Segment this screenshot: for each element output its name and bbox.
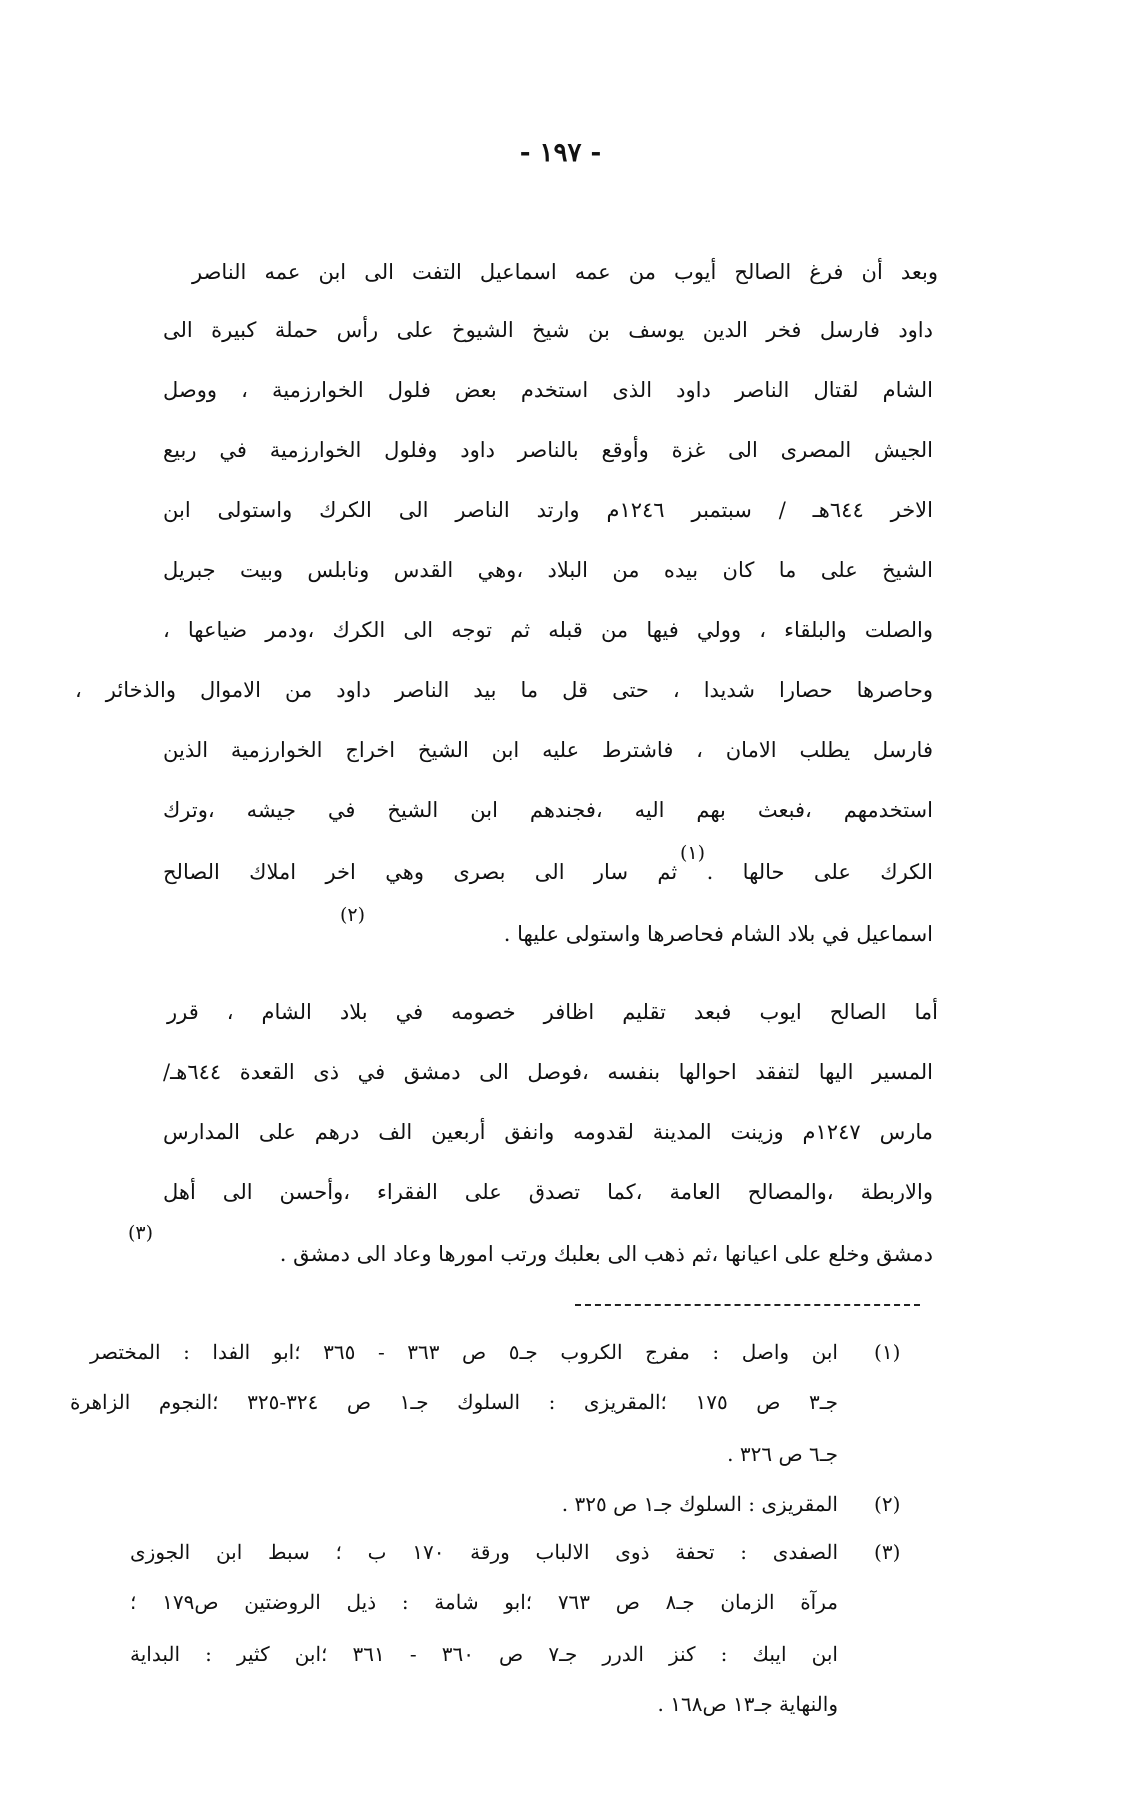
paragraph-line: والاربطة ،والمصالح العامة ،كما تصدق على الفقراء ،وأحسن الى أهل [163,1180,933,1204]
paragraph-line: مارس ١٢٤٧م وزينت المدينة لقدومه وانفق أربعين الف درهم على المدارس [163,1120,933,1144]
footnote-number: (١) [874,1340,901,1364]
paragraph-line: استخدمهم ،فبعث بهم اليه ،فجندهم ابن الشيخ في جيشه ،وترك [163,798,933,822]
footnote-line: جـ٦ ص ٣٢٦ . [727,1442,838,1466]
paragraph-line: أما الصالح ايوب فبعد تقليم اظافر خصومه في بلاد الشام ، قرر [167,1000,938,1024]
footnote-line: ابن واصل : مفرج الكروب جـ٥ ص ٣٦٣ - ٣٦٥ ؛ابو الفدا : المختصر [90,1340,838,1364]
footnote-marker-1: (١) [680,842,706,864]
footnote-line: ابن ايبك : كنز الدرر جـ٧ ص ٣٦٠ - ٣٦١ ؛ابن كثير : البداية [130,1642,838,1666]
footnote-line: المقريزى : السلوك جـ١ ص ٣٢٥ . [561,1492,838,1516]
footnote-line: جـ٣ ص ١٧٥ ؛المقريزى : السلوك جـ١ ص ٣٢٤-٣٢٥ ؛النجوم الزاهرة [70,1390,838,1414]
footnote-marker-3: (٣) [128,1222,154,1244]
footnote-line: والنهاية جـ١٣ ص١٦٨ . [657,1692,838,1716]
paragraph-line: والصلت والبلقاء ، وولي فيها من قبله ثم توجه الى الكرك ،ودمر ضياعها ، [163,618,933,642]
footnote-number: (٢) [874,1492,901,1516]
paragraph-line: الاخر ٦٤٤هـ / سبتمبر ١٢٤٦م وارتد الناصر الى الكرك واستولى ابن [163,498,933,522]
page-number: - ١٩٧ - [519,138,602,168]
paragraph-line: الشام لقتال الناصر داود الذى استخدم بعض فلول الخوارزمية ، ووصل [163,378,933,402]
paragraph-line: وحاصرها حصارا شديدا ، حتى قل ما بيد الناصر داود من الاموال والذخائر ، [75,678,933,702]
paragraph-line: الجيش المصرى الى غزة وأوقع بالناصر داود وفلول الخوارزمية في ربيع [163,438,933,462]
paragraph-line: فارسل يطلب الامان ، فاشترط عليه ابن الشيخ اخراج الخوارزمية الذين [163,738,933,762]
footnote-number: (٣) [874,1540,901,1564]
paragraph-line: اسماعيل في بلاد الشام فحاصرها واستولى عليها . [503,922,933,946]
footnote-line: الصفدى : تحفة ذوى الالباب ورقة ١٧٠ ب ؛ سبط ابن الجوزى [130,1540,838,1564]
paragraph-line: الشيخ على ما كان بيده من البلاد ،وهي القدس ونابلس وبيت جبريل [163,558,933,582]
footnote-line: مرآة الزمان جـ٨ ص ٧٦٣ ؛ابو شامة : ذيل الروضتين ص١٧٩ ؛ [130,1590,838,1614]
paragraph-line: الكرك على حالها . ثم سار الى بصرى وهي اخر املاك الصالح [163,860,933,884]
paragraph-line: دمشق وخلع على اعيانها ،ثم ذهب الى بعلبك ورتب امورها وعاد الى دمشق . [279,1242,933,1266]
paragraph-line: وبعد أن فرغ الصالح أيوب من عمه اسماعيل التفت الى ابن عمه الناصر [192,260,938,284]
footnote-separator [575,1304,920,1306]
paragraph-line: داود فارسل فخر الدين يوسف بن شيخ الشيوخ على رأس حملة كبيرة الى [163,318,933,342]
paragraph-line: المسير اليها لتفقد احوالها بنفسه ،فوصل الى دمشق في ذى القعدة ٦٤٤هـ/ [163,1060,933,1084]
footnote-marker-2: (٢) [340,904,366,926]
